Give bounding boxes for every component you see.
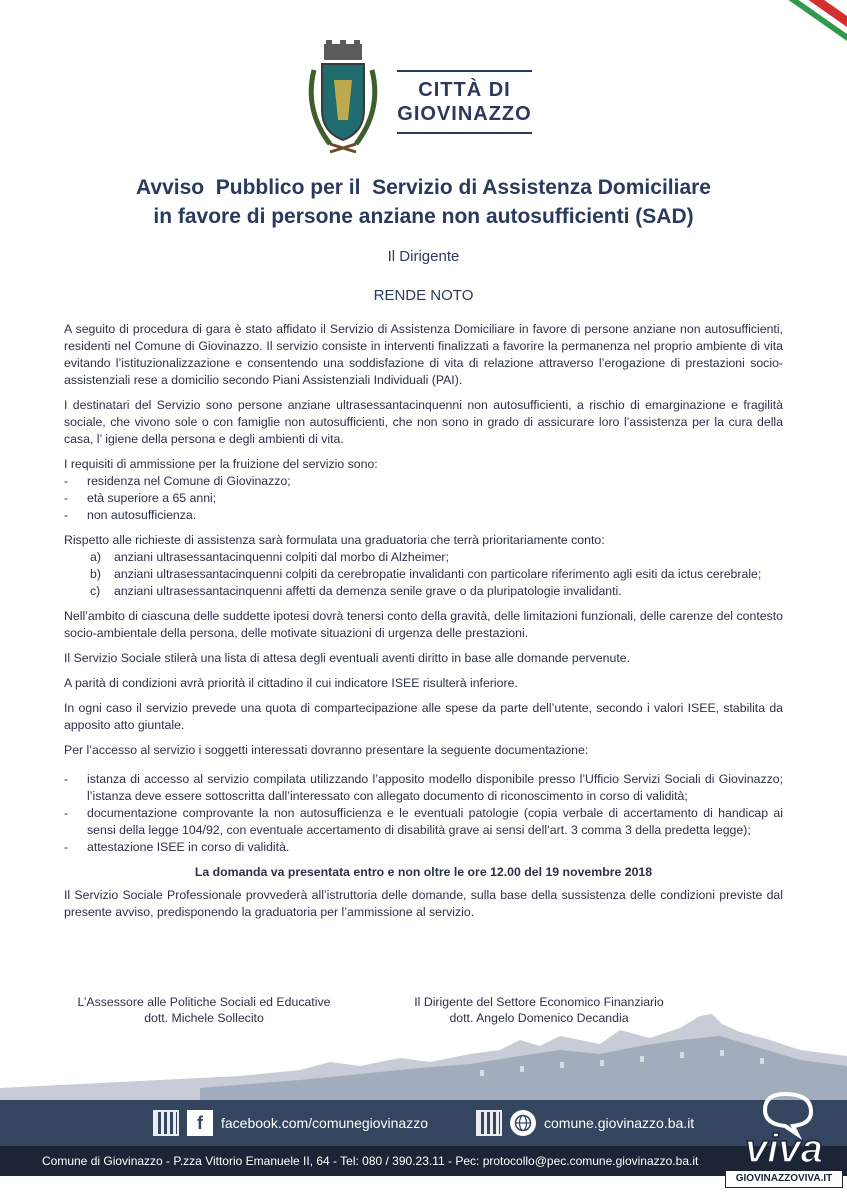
notice-title — [0, 173, 847, 231]
notice-title-line1: Avviso Pubblico per il Servizio di Assistenza Domiciliare — [136, 176, 711, 199]
list-item: c) anziani ultrasessantacinquenni affetti da demenza senile grave o da pluripatologie invalidanti. — [90, 584, 622, 598]
documents-intro: Per l’accesso al servizio i soggetti interessati dovranno presentare la seguente documentazione: — [64, 743, 589, 757]
website-contact[interactable] — [476, 1110, 694, 1136]
priority-list — [64, 549, 783, 600]
list-item: a) anziani ultrasessantacinquenni colpiti dal morbo di Alzheimer; — [90, 550, 449, 564]
qr-code-icon — [476, 1110, 502, 1136]
website-link[interactable]: comune.giovinazzo.ba.it — [544, 1115, 695, 1131]
list-item: - attestazione ISEE in corso di validità. — [64, 839, 783, 856]
paragraph-intro: A seguito di procedura di gara è stato affidato il Servizio di Assistenza Domiciliare in favore di persone anziane non autosufficienti, residenti nel Comune di Giovinazzo. Il servizio consiste in interventi finalizzati a favorire la permanenza nel proprio ambiente di vita evitando l’istituzionalizzazione e consentendo una soddisfazione di vita di relazione attraverso l’erogazione di prestazioni socio-assistenziali rese a domicilio secondo Piani Assistenziali Individuali (PAI). — [64, 322, 783, 387]
city-name-line2: GIOVINAZZO — [397, 103, 532, 125]
notice-title-line2: in favore di persone anziane non autosufficienti (SAD) — [153, 205, 694, 228]
list-item: - documentazione comprovante la non autosufficienza e le eventuali patologie (copia verbale di accertamento di handicap ai sensi della legge 104/92, con eventuale accertamento di disabilità grave ai sensi dell’art. 3 comma 3 della predetta legge); — [64, 805, 783, 839]
header — [0, 40, 847, 165]
list-item: b) anziani ultrasessantacinquenni colpiti da cerebropatie invalidanti con particolare riferimento agli esiti da ictus cerebrale; — [90, 567, 762, 581]
documents-list — [64, 771, 783, 856]
paragraph-copayment: In ogni caso il servizio prevede una quota di compartecipazione alle spese da parte dell’utente, secondo i valori ISEE, stabilita da apposito atto giuntale. — [64, 701, 783, 732]
town-skyline-illustration — [0, 1010, 847, 1100]
dirigente-label: Il Dirigente — [387, 248, 460, 265]
list-item: - età superiore a 65 anni; — [64, 490, 783, 507]
requirements-list — [64, 473, 783, 524]
city-crest-icon — [300, 40, 386, 160]
city-name-line1: CITTÀ DI — [418, 79, 511, 101]
facebook-icon: f — [187, 1110, 213, 1136]
requirements-intro: I requisiti di ammissione per la fruizione del servizio sono: — [64, 457, 378, 471]
svg-text:viva: viva — [745, 1127, 823, 1170]
paragraph-procedure: Il Servizio Sociale Professionale provvederà all’istruttoria delle domande, sulla base della sussistenza delle condizioni previste dal presente avviso, predisponendo la graduatoria per l’ammissione al servizio. — [64, 888, 783, 919]
paragraph-waiting-list: Il Servizio Sociale stilerà una lista di attesa degli eventuali aventi diritto in base alle domande pervenute. — [64, 651, 630, 665]
viva-site-label: GIOVINAZZOVIVA.IT — [725, 1170, 843, 1188]
footer-address — [0, 1146, 847, 1176]
deadline-notice: La domanda va presentata entro e non oltre le ore 12.00 del 19 novembre 2018 — [194, 865, 653, 879]
paragraph-recipients: I destinatari del Servizio sono persone anziane ultrasessantacinquenni non autosufficienti, a rischio di emarginazione e fragilità sociale, che vivono sole o con famiglie non autosufficienti, che non sono in grado di assicurare loro l’assistenza per la cura della casa, l’ igiene della persona e degli ambienti di vita. — [64, 398, 783, 446]
contacts-band — [0, 1100, 847, 1146]
list-item: - istanza di accesso al servizio compilata utilizzando l’apposito modello disponibile presso l’Ufficio Servizi Sociali di Giovinazzo; l’istanza deve essere sottoscritta dall’interessato con allegato documento di riconoscimento in corso di validità; — [64, 771, 783, 805]
city-name-box — [397, 70, 532, 134]
globe-icon — [510, 1110, 536, 1136]
signature-role: Il Dirigente del Settore Economico Finanziario — [414, 995, 664, 1009]
facebook-link[interactable]: facebook.com/comunegiovinazzo — [221, 1115, 429, 1131]
notice-body — [64, 321, 783, 929]
paragraph-evaluation: Nell’ambito di ciascuna delle suddette ipotesi dovrà tenersi conto della gravità, delle limitazioni funzionali, delle carenze del contesto socio-ambientale della persona, delle motivate situazioni di urgenza delle prestazioni. — [64, 609, 783, 640]
footer-text: Comune di Giovinazzo - P.zza Vittorio Emanuele II, 64 - Tel: 080 / 390.23.11 - Pec: protocollo@pec.comune.giovinazzo.ba.it — [42, 1154, 699, 1168]
facebook-contact[interactable] — [153, 1110, 428, 1136]
rende-noto-heading: RENDE NOTO — [373, 287, 474, 304]
qr-code-icon — [153, 1110, 179, 1136]
list-item: - non autosufficienza. — [64, 507, 783, 524]
paragraph-isee-priority: A parità di condizioni avrà priorità il cittadino il cui indicatore ISEE risulterà inferiore. — [64, 676, 518, 690]
signature-role: L’Assessore alle Politiche Sociali ed Educative — [77, 995, 331, 1009]
signature-name: dott. Michele Sollecito — [144, 1011, 264, 1025]
signature-name: dott. Angelo Domenico Decandia — [449, 1011, 629, 1025]
list-item: - residenza nel Comune di Giovinazzo; — [64, 473, 783, 490]
priority-intro: Rispetto alle richieste di assistenza sarà formulata una graduatoria che terrà prioritariamente conto: — [64, 533, 605, 547]
viva-logo-watermark — [731, 1090, 837, 1170]
